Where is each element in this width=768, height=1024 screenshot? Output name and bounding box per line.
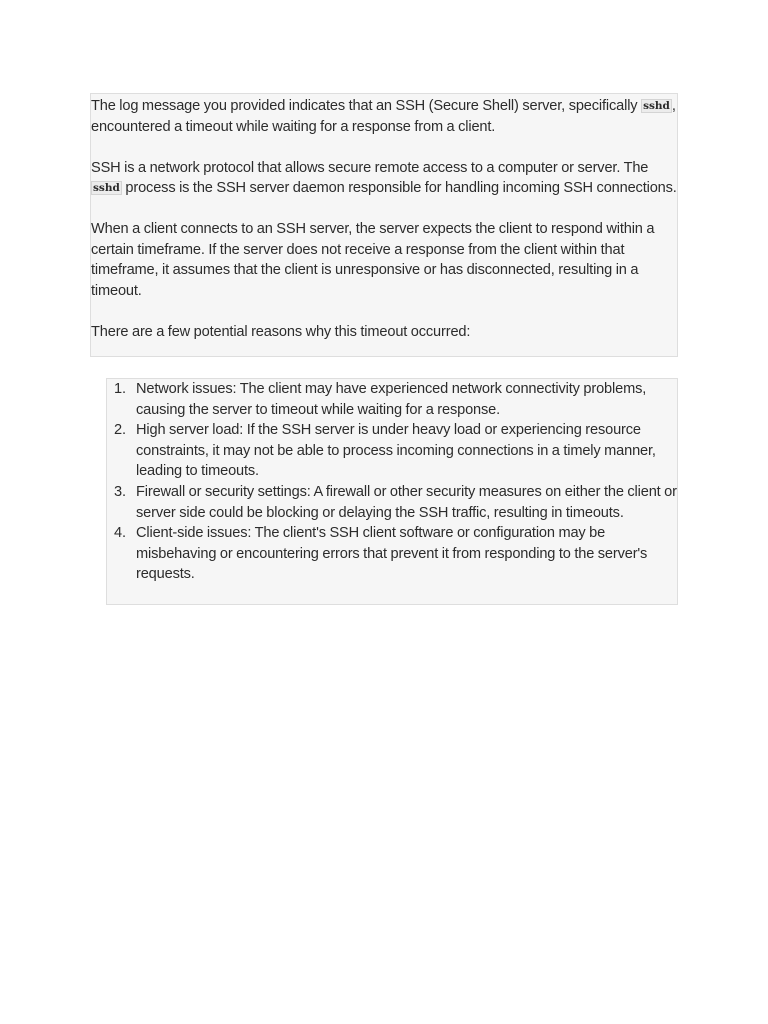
list-item-number: 1.	[114, 381, 126, 397]
paragraph-reasons-intro: There are a few potential reasons why this timeout occurred:	[91, 323, 471, 340]
paragraph-intro: The log message you provided indicates that an SSH (Secure Shell) server, specifically sshd , encountered a timeout while waiting for a response from a client.	[91, 98, 676, 135]
list-item-text: Client-side issues: The client's SSH client software or configuration may be misbehaving or encountering errors that prevent it from responding to the server's requests.	[136, 525, 648, 583]
list-item	[107, 482, 677, 523]
list-item	[107, 420, 677, 482]
inline-code-sshd: sshd	[643, 100, 670, 112]
reasons-list	[107, 379, 677, 585]
list-item-number: 2.	[114, 422, 126, 439]
explanation-block	[90, 93, 678, 357]
list-item	[107, 523, 677, 585]
list-item-number: 4.	[114, 525, 126, 542]
paragraph-ssh-definition: SSH is a network protocol that allows secure remote access to a computer or server. The sshd process is the SSH server daemon responsible for handling incoming SSH connections.	[91, 159, 677, 196]
list-item-text: High server load: If the SSH server is under heavy load or experiencing resource constraints, it may not be able to process incoming connections in a timely manner, leading to timeouts.	[136, 422, 656, 480]
reasons-list-block	[106, 378, 678, 605]
list-item-text: Firewall or security settings: A firewall or other security measures on either the client or server side could be blocking or delaying the SSH traffic, resulting in timeouts.	[136, 483, 677, 521]
inline-code-sshd: sshd	[93, 182, 120, 194]
list-item	[107, 379, 677, 420]
list-item-number: 3.	[114, 483, 126, 500]
paragraph-timeout-explanation: When a client connects to an SSH server, the server expects the client to respond within a certain timeframe. If the server does not receive a response from the client within that timeframe, it assumes that the client is unresponsive or has disconnected, resulting in a timeout.	[91, 221, 655, 299]
list-item-text: Network issues: The client may have experienced network connectivity problems, causing the server to timeout while waiting for a response.	[136, 381, 647, 418]
